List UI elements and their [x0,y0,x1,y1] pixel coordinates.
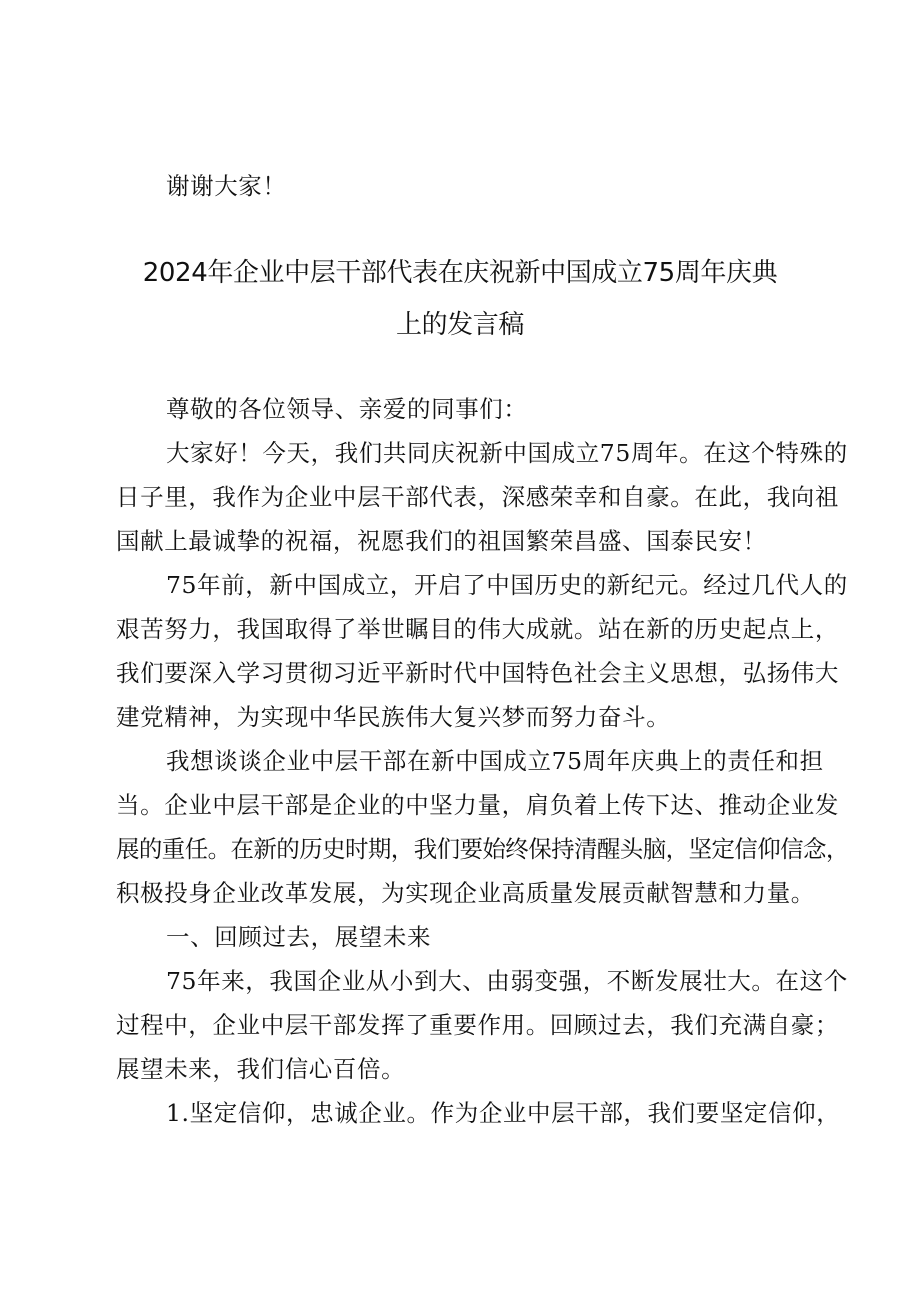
closing-line: 谢谢大家！ [166,172,287,200]
document-title-line-2: 上的发言稿 [395,310,524,340]
paragraph-3-line-2: 当。企业中层干部是企业的中坚力量，肩负着上传下达、推动企业发 [116,791,839,819]
paragraph-4-line-3: 展望未来，我们信心百倍。 [116,1055,406,1083]
paragraph-3-line-4: 积极投身企业改革发展，为实现企业高质量发展贡献智慧和力量。 [116,879,815,907]
paragraph-2-line-3: 我们要深入学习贯彻习近平新时代中国特色社会主义思想，弘扬伟大 [116,659,839,687]
document-title-line-1: 2024年企业中层干部代表在庆祝新中国成立75周年庆典 [142,258,778,288]
paragraph-2-line-1: 75年前，新中国成立，开启了中国历史的新纪元。经过几代人的 [166,571,848,599]
paragraph-1-line-1: 大家好！今天，我们共同庆祝新中国成立75周年。在这个特殊的 [166,439,848,467]
paragraph-2-line-4: 建党精神，为实现中华民族伟大复兴梦而努力奋斗。 [116,703,671,731]
paragraph-1-line-3: 国献上最诚挚的祝福，祝愿我们的祖国繁荣昌盛、国泰民安！ [116,527,767,555]
section-1-heading: 一、回顾过去，展望未来 [166,923,432,951]
paragraph-4-line-2: 过程中，企业中层干部发挥了重要作用。回顾过去，我们充满自豪； [116,1011,839,1039]
salutation: 尊敬的各位领导、亲爱的同事们： [166,395,528,423]
paragraph-2-line-2: 艰苦努力，我国取得了举世瞩目的伟大成就。站在新的历史起点上， [116,615,839,643]
item-1-line-1: 1.坚定信仰，忠诚企业。作为企业中层干部，我们要坚定信仰， [166,1099,841,1127]
paragraph-4-line-1: 75年来，我国企业从小到大、由弱变强，不断发展壮大。在这个 [166,967,848,995]
paragraph-3-line-3: 展的重任。在新的历史时期，我们要始终保持清醒头脑，坚定信仰信念， [116,835,849,863]
paragraph-1-line-2: 日子里，我作为企业中层干部代表，深感荣幸和自豪。在此，我向祖 [116,483,839,511]
paragraph-3-line-1: 我想谈谈企业中层干部在新中国成立75周年庆典上的责任和担 [166,747,824,775]
